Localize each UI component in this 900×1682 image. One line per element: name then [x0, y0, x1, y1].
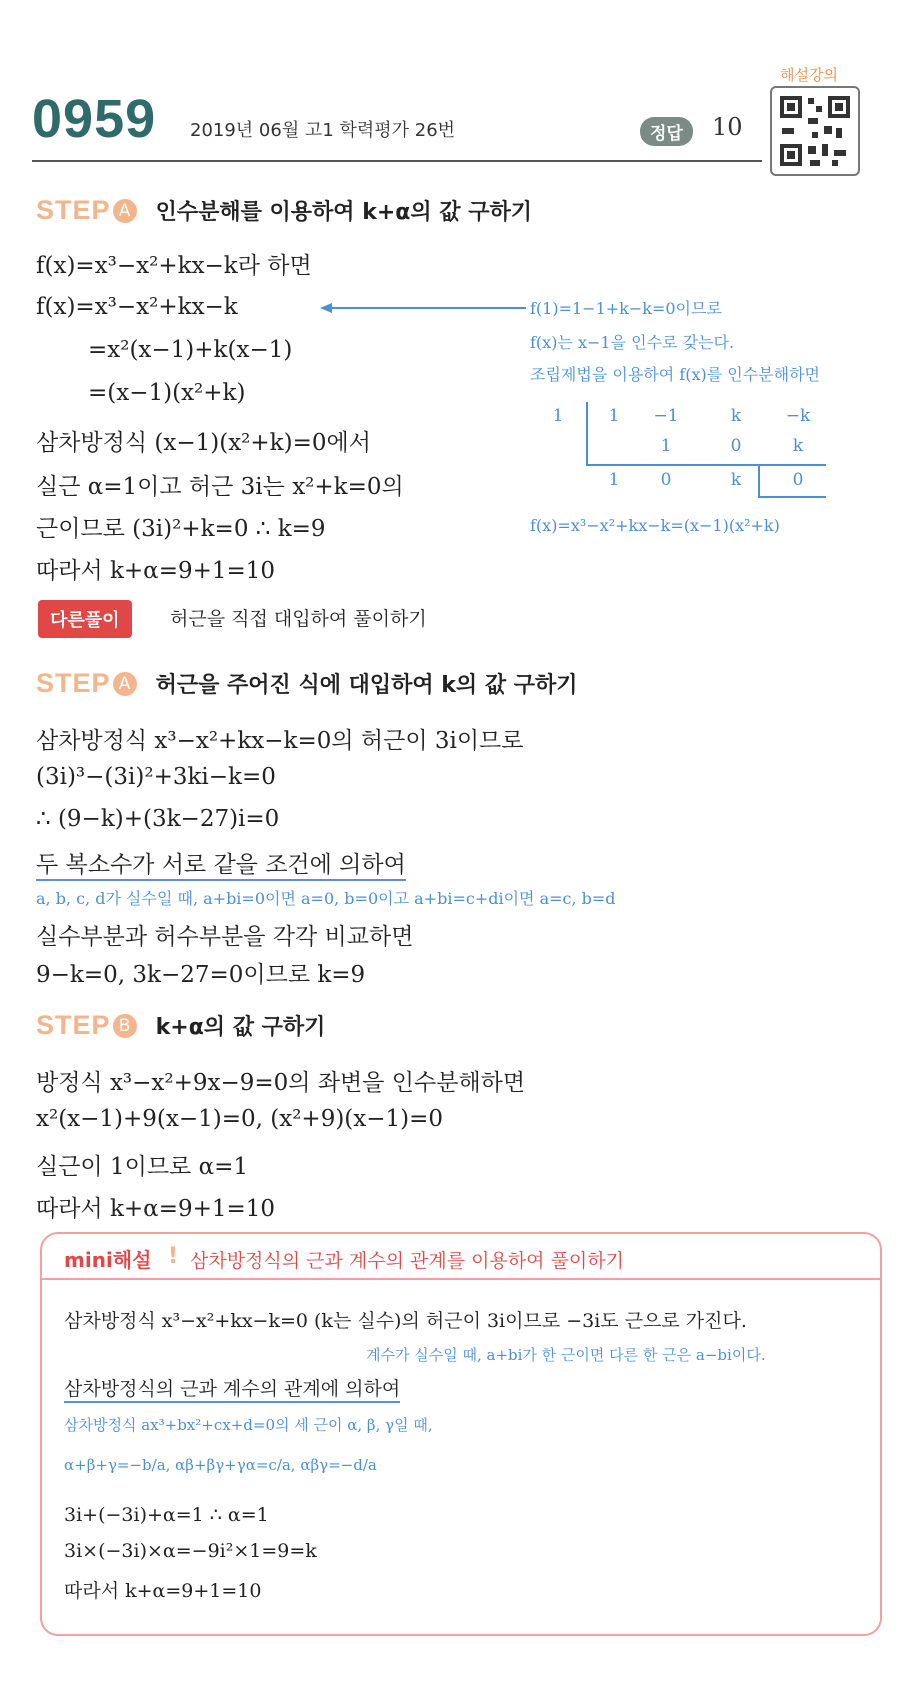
answer-value: 10 [712, 113, 743, 141]
step-alt-a-line-2: (3i)³−(3i)²+3ki−k=0 [36, 764, 276, 790]
mini-title: 삼차방정식의 근과 계수의 관계를 이용하여 풀이하기 [190, 1250, 624, 1272]
step-alt-a-line-6: 9−k=0, 3k−27=0이므로 k=9 [36, 962, 366, 988]
exclamation-icon: ! [168, 1244, 179, 1269]
step-a-note-2: f(x)는 x−1을 인수로 갖는다. [530, 333, 735, 352]
step-a-line-7: 근이므로 (3i)²+k=0 ∴ k=9 [36, 516, 326, 542]
step-alt-a-note: a, b, c, d가 실수일 때, a+bi=0이면 a=0, b=0이고 a+bi=c+di이면 a=c, b=d [36, 889, 616, 908]
step-alt-a-line-1: 삼차방정식 x³−x²+kx−k=0의 허근이 3i이므로 [36, 728, 524, 754]
mini-line-3: 3i+(−3i)+α=1 ∴ α=1 [64, 1504, 269, 1526]
synthetic-cell: k [730, 470, 742, 490]
problem-source: 2019년 06월 고1 학력평가 26번 [190, 120, 456, 141]
alt-solution-text: 허근을 직접 대입하여 풀이하기 [170, 608, 427, 630]
step-a-line-1: f(x)=x³−x²+kx−k라 하면 [36, 253, 312, 279]
synthetic-remainder-bottom [758, 496, 826, 498]
step-a-line-5: 삼차방정식 (x−1)(x²+k)=0에서 [36, 430, 371, 456]
step-b-title: k+α의 값 구하기 [155, 1015, 326, 1040]
synthetic-cell: k [792, 436, 804, 456]
synthetic-division-table [548, 400, 838, 510]
step-a-title: 인수분해를 이용하여 k+α의 값 구하기 [155, 200, 532, 225]
mini-line-1: 삼차방정식 x³−x²+kx−k=0 (k는 실수)의 허근이 3i이므로 −3i도 근으로 가진다. [64, 1310, 747, 1332]
qr-code-icon[interactable] [770, 86, 860, 176]
step-alt-a-line-5: 실수부분과 허수부분을 각각 비교하면 [36, 924, 414, 950]
step-a-heading [36, 195, 532, 226]
synthetic-cell: k [730, 406, 742, 426]
synthetic-cell: 1 [608, 406, 620, 426]
synthetic-cell: −1 [653, 406, 679, 426]
arrow-icon [318, 300, 528, 316]
mini-label: mini해설 [64, 1248, 152, 1272]
step-a-result-note: f(x)=x³−x²+kx−k=(x−1)(x²+k) [530, 516, 780, 535]
synthetic-cell: 0 [792, 470, 804, 490]
step-letter: A [113, 199, 137, 223]
problem-number: 0959 [32, 89, 157, 149]
answer-badge: 정답 [640, 117, 693, 146]
mini-note-1: 계수가 실수일 때, a+bi가 한 근이면 다른 한 근은 a−bi이다. [366, 1346, 766, 1364]
step-a-note-1: f(1)=1−1+k−k=0이므로 [530, 299, 722, 318]
step-alt-a-line-3: ∴ (9−k)+(3k−27)i=0 [36, 806, 280, 832]
synthetic-cell: 1 [660, 436, 672, 456]
alt-solution-badge: 다른풀이 [38, 600, 132, 638]
step-b-line-3: 실근이 1이므로 α=1 [36, 1154, 248, 1180]
step-a-line-8: 따라서 k+α=9+1=10 [36, 558, 276, 584]
step-label: STEP [36, 1010, 111, 1040]
step-b-line-2: x²(x−1)+9(x−1)=0, (x²+9)(x−1)=0 [36, 1106, 444, 1132]
qr-label: 해설강의 [780, 66, 838, 84]
header-divider [32, 160, 762, 162]
mini-line-4: 3i×(−3i)×α=−9i²×1=9=k [64, 1540, 317, 1562]
synthetic-cell: −k [785, 406, 811, 426]
step-a-line-2: f(x)=x³−x²+kx−k [36, 294, 238, 320]
mini-line-5: 따라서 k+α=9+1=10 [64, 1580, 262, 1602]
mini-note-2: 삼차방정식 ax³+bx²+cx+d=0의 세 근이 α, β, γ일 때, [64, 1416, 433, 1434]
step-a-line-4: =(x−1)(x²+k) [88, 380, 246, 406]
mini-line-2: 삼차방정식의 근과 계수의 관계에 의하여 [64, 1374, 400, 1403]
step-alt-a-heading [36, 668, 578, 699]
step-b-line-4: 따라서 k+α=9+1=10 [36, 1196, 276, 1222]
synthetic-horizontal-bar [586, 464, 826, 466]
step-a-note-3: 조립제법을 이용하여 f(x)를 인수분해하면 [530, 365, 820, 384]
step-label: STEP [36, 668, 111, 698]
synthetic-cell: 1 [608, 470, 620, 490]
synthetic-root: 1 [552, 406, 564, 426]
synthetic-vertical-bar [586, 402, 588, 464]
synthetic-cell: 0 [660, 470, 672, 490]
step-b-heading [36, 1010, 325, 1041]
step-alt-a-line-4: 두 복소수가 서로 같을 조건에 의하여 [36, 846, 406, 881]
step-b-line-1: 방정식 x³−x²+9x−9=0의 좌변을 인수분해하면 [36, 1070, 526, 1096]
step-letter: B [113, 1014, 137, 1038]
step-label: STEP [36, 195, 111, 225]
synthetic-cell: 0 [730, 436, 742, 456]
step-alt-a-title: 허근을 주어진 식에 대입하여 k의 값 구하기 [155, 673, 578, 698]
step-a-line-3: =x²(x−1)+k(x−1) [88, 337, 293, 363]
synthetic-remainder-box [758, 464, 760, 498]
step-a-line-6: 실근 α=1이고 허근 3i는 x²+k=0의 [36, 474, 404, 500]
step-letter: A [113, 672, 137, 696]
mini-note-3: α+β+γ=−b/a, αβ+βγ+γα=c/a, αβγ=−d/a [64, 1456, 377, 1474]
